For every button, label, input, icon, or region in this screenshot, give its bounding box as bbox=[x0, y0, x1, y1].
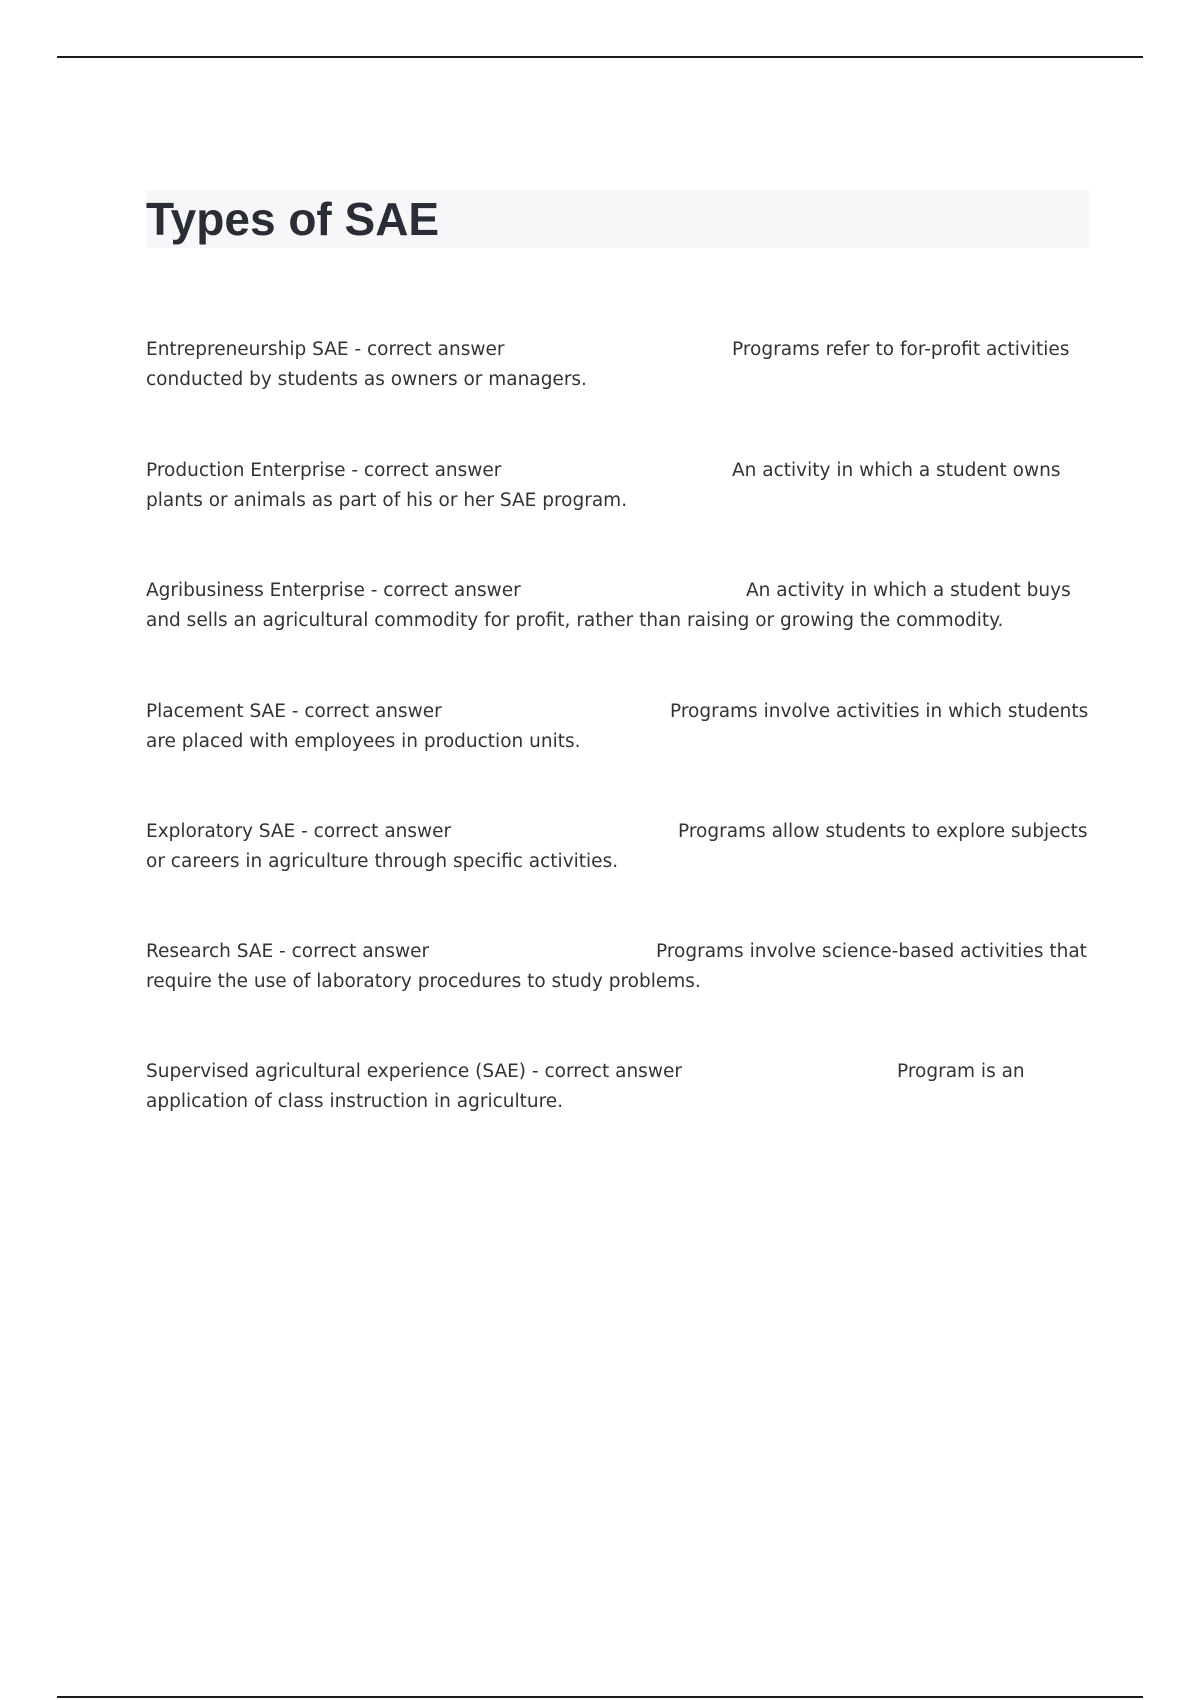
entry-term: Exploratory SAE - correct answer bbox=[146, 821, 452, 842]
entry-definition-line1: Program is an bbox=[897, 1061, 1025, 1082]
entry-research-sae bbox=[146, 937, 1087, 992]
entry-definition-line2: application of class instruction in agriculture. bbox=[146, 1091, 564, 1112]
entry-supervised-agricultural-experience bbox=[146, 1057, 1086, 1112]
bottom-rule bbox=[57, 1696, 1143, 1698]
entry-definition-line1: Programs allow students to explore subjects bbox=[678, 821, 1088, 842]
entry-term: Entrepreneurship SAE - correct answer bbox=[146, 339, 505, 360]
entry-definition-line2: or careers in agriculture through specific activities. bbox=[146, 851, 619, 872]
entry-placement-sae bbox=[146, 697, 1089, 752]
entry-term: Placement SAE - correct answer bbox=[146, 701, 442, 722]
entry-definition-line2: plants or animals as part of his or her SAE program. bbox=[146, 490, 628, 511]
entry-production-enterprise bbox=[146, 456, 1086, 511]
entry-term: Supervised agricultural experience (SAE) - correct answer bbox=[146, 1061, 682, 1082]
entry-definition-line2: conducted by students as owners or managers. bbox=[146, 369, 587, 390]
entry-term: Research SAE - correct answer bbox=[146, 941, 430, 962]
entry-agribusiness-enterprise bbox=[146, 576, 1086, 631]
entry-definition-line2: require the use of laboratory procedures to study problems. bbox=[146, 971, 701, 992]
entry-definition-line1: An activity in which a student buys bbox=[746, 580, 1071, 601]
page-title: Types of SAE bbox=[146, 193, 440, 245]
entry-definition-line1: Programs refer to for-profit activities bbox=[732, 339, 1070, 360]
entry-exploratory-sae bbox=[146, 817, 1088, 872]
entry-definition-line1: Programs involve science-based activities that bbox=[656, 941, 1087, 962]
entry-definition-line2: are placed with employees in production units. bbox=[146, 731, 581, 752]
entry-entrepreneurship-sae bbox=[146, 335, 1086, 390]
entry-term: Production Enterprise - correct answer bbox=[146, 460, 502, 481]
entry-definition-line2: and sells an agricultural commodity for profit, rather than raising or growing the commodity. bbox=[146, 610, 1004, 631]
entry-definition-line1: Programs involve activities in which students bbox=[670, 701, 1089, 722]
top-rule bbox=[57, 56, 1143, 58]
entry-definition-line1: An activity in which a student owns bbox=[732, 460, 1061, 481]
entry-term: Agribusiness Enterprise - correct answer bbox=[146, 580, 521, 601]
